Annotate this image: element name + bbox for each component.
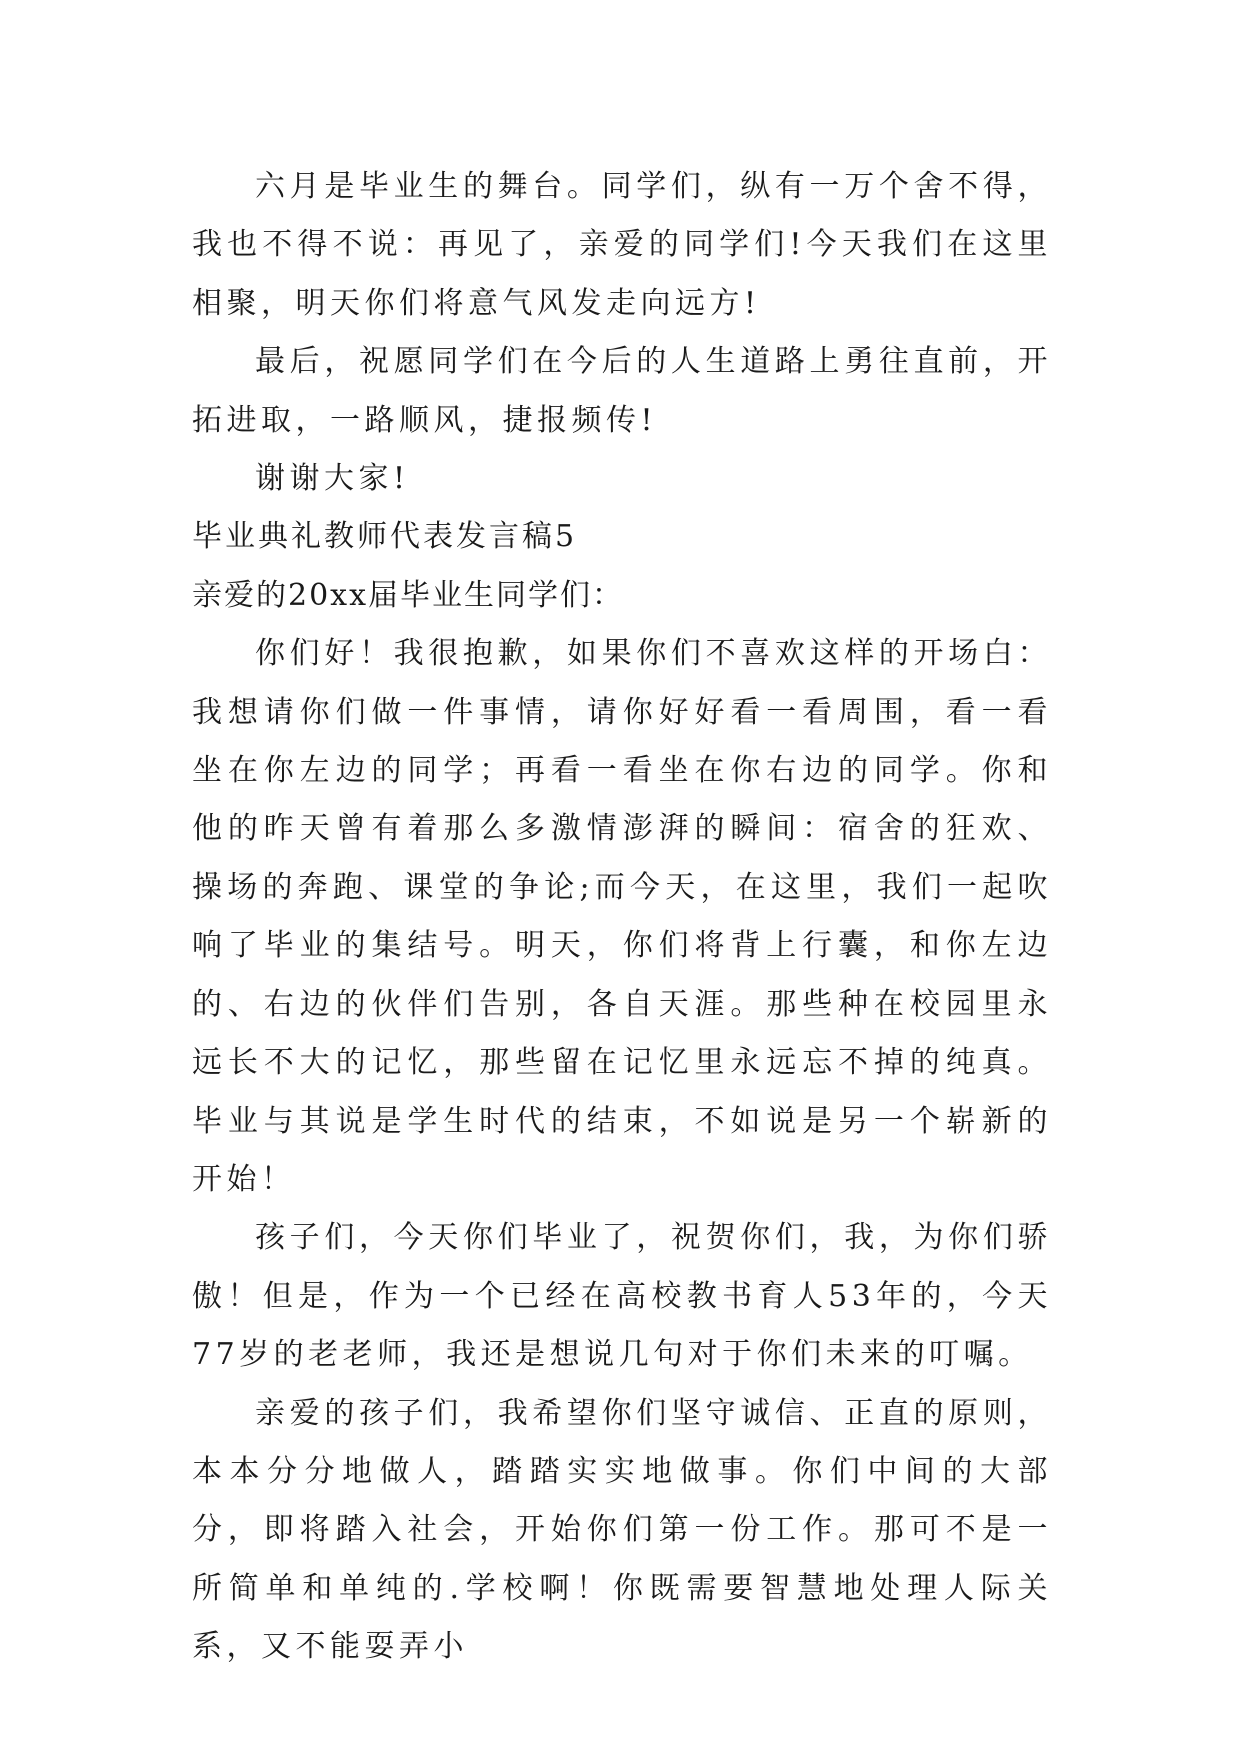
paragraph-greeting: 你们好！我很抱歉，如果你们不喜欢这样的开场白：我想请你们做一件事情，请你好好看一看周围，看一看坐在你左边的同学；再看一看坐在你右边的同学。你和他的昨天曾有着那么多激情澎湃的瞬间：宿舍的狂欢、操场的奔跑、课堂的争论;而今天，在这里，我们一起吹响了毕业的集结号。明天，你们将背上行囊，和你左边的、右边的伙伴们告别，各自天涯。那些种在校园里永远长不大的记忆，那些留在记忆里永远忘不掉的纯真。毕业与其说是学生时代的结束，不如说是另一个崭新的开始！ xyxy=(192,636,1052,1197)
section-title: 毕业典礼教师代表发言稿5 xyxy=(192,519,578,555)
document-body xyxy=(192,158,1052,1677)
paragraph-wishes: 最后，祝愿同学们在今后的人生道路上勇往直前，开拓进取，一路顺风，捷报频传! xyxy=(192,344,1052,438)
salutation-line: 亲爱的20xx届毕业生同学们： xyxy=(192,577,625,613)
paragraph-advice: 亲爱的孩子们，我希望你们坚守诚信、正直的原则，本本分分地做人，踏踏实实地做事。你们中间的大部分，即将踏入社会，开始你们第一份工作。那可不是一所简单和单纯的.学校啊！你既需要智慧地处理人际关系，又不能耍弄小 xyxy=(192,1395,1052,1665)
paragraph-farewell: 六月是毕业生的舞台。同学们，纵有一万个舍不得，我也不得不说：再见了，亲爱的同学们!今天我们在这里相聚，明天你们将意气风发走向远方! xyxy=(192,169,1052,321)
paragraph-thanks: 谢谢大家! xyxy=(255,461,410,497)
paragraph-congratulations: 孩子们，今天你们毕业了，祝贺你们，我，为你们骄傲！但是，作为一个已经在高校教书育人53年的，今天77岁的老老师，我还是想说几句对于你们未来的叮嘱。 xyxy=(192,1220,1052,1373)
